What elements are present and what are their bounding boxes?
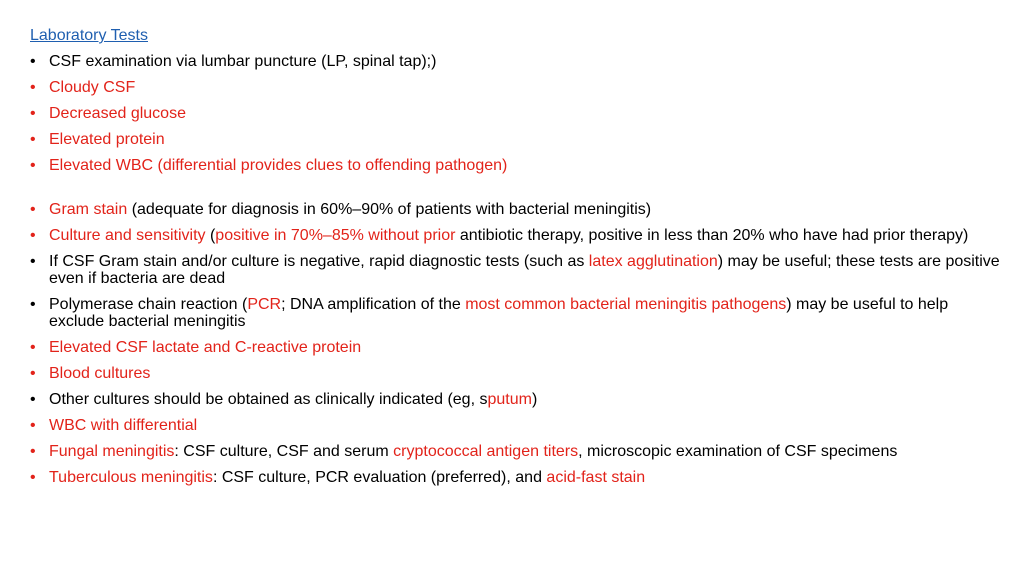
highlighted-text: Decreased glucose [49, 105, 186, 122]
body-text: : CSF culture, PCR evaluation (preferred), and [212, 469, 547, 486]
bullet-marker: • [30, 469, 36, 486]
bullet-marker: • [30, 105, 36, 122]
bullet-marker: • [30, 79, 36, 96]
bullet-marker: • [30, 391, 36, 408]
body-text: Other cultures should be obtained as clinically indicated (eg, s [49, 391, 488, 408]
highlighted-text: Blood cultures [49, 365, 151, 382]
bullet-item [30, 417, 1005, 434]
highlighted-text: Gram stain [49, 201, 128, 218]
highlighted-text: PCR [247, 296, 282, 313]
highlighted-text: Elevated CSF lactate and C-reactive protein [49, 339, 362, 356]
bullet-item [30, 365, 1005, 382]
body-text: ) [531, 391, 538, 408]
bullet-marker: • [30, 443, 36, 460]
bullet-marker: • [30, 417, 36, 434]
section-heading-link[interactable]: Laboratory Tests [30, 27, 148, 44]
highlighted-text: Cloudy CSF [49, 79, 136, 96]
bullet-marker: • [30, 339, 36, 356]
bullet-item [30, 201, 1005, 218]
bullet-item [30, 131, 1005, 148]
body-text: ( [205, 227, 216, 244]
bullet-marker: • [30, 365, 36, 382]
bullet-marker: • [30, 53, 36, 70]
bullet-marker: • [30, 227, 36, 244]
highlighted-text: most common bacterial meningitis pathogens [465, 296, 787, 313]
bullet-item [30, 53, 1005, 70]
highlighted-text: cryptococcal antigen titers [393, 443, 579, 460]
bullet-item [30, 227, 1005, 244]
body-text: If CSF Gram stain and/or culture is negative, rapid diagnostic tests (such as [49, 253, 589, 270]
highlighted-text: latex agglutination [588, 253, 718, 270]
highlighted-text: putum [487, 391, 532, 408]
bullet-item [30, 339, 1005, 356]
bullet-item [30, 391, 1005, 408]
bullet-item [30, 253, 1005, 287]
body-text: ; DNA amplification of the [281, 296, 466, 313]
highlighted-text: Elevated protein [49, 131, 165, 148]
highlighted-text: Tuberculous meningitis [49, 469, 213, 486]
body-text: antibiotic therapy, positive in less than 20% who have had prior therapy) [455, 227, 969, 244]
bullet-item [30, 296, 1005, 330]
highlighted-text: Elevated WBC (differential provides clues to offending pathogen) [49, 157, 508, 174]
bullet-marker: • [30, 201, 36, 218]
bullet-item [30, 469, 1005, 486]
bullet-marker: • [30, 296, 36, 313]
bullet-item [30, 79, 1005, 96]
body-text: : CSF culture, CSF and serum [174, 443, 394, 460]
bullet-item [30, 443, 1005, 460]
highlighted-text: Fungal meningitis [49, 443, 175, 460]
highlighted-text: WBC with differential [49, 417, 198, 434]
bullet-item [30, 157, 1005, 174]
bullet-list [30, 53, 1005, 495]
body-text: ) may be useful to help exclude bacterial meningitis [49, 296, 949, 330]
bullet-item [30, 105, 1005, 122]
highlighted-text: positive in 70%–85% without prior [215, 227, 456, 244]
body-text: CSF examination via lumbar puncture (LP, spinal tap);) [49, 53, 437, 70]
bullet-marker: • [30, 253, 36, 270]
body-text: ) may be useful; these tests are positive even if bacteria are dead [49, 253, 1000, 287]
body-text: Polymerase chain reaction ( [49, 296, 248, 313]
body-text: , microscopic examination of CSF specimens [578, 443, 898, 460]
bullet-marker: • [30, 131, 36, 148]
body-text: (adequate for diagnosis in 60%–90% of patients with bacterial meningitis) [127, 201, 652, 218]
bullet-marker: • [30, 157, 36, 174]
highlighted-text: acid-fast stain [546, 469, 646, 486]
highlighted-text: Culture and sensitivity [49, 227, 206, 244]
